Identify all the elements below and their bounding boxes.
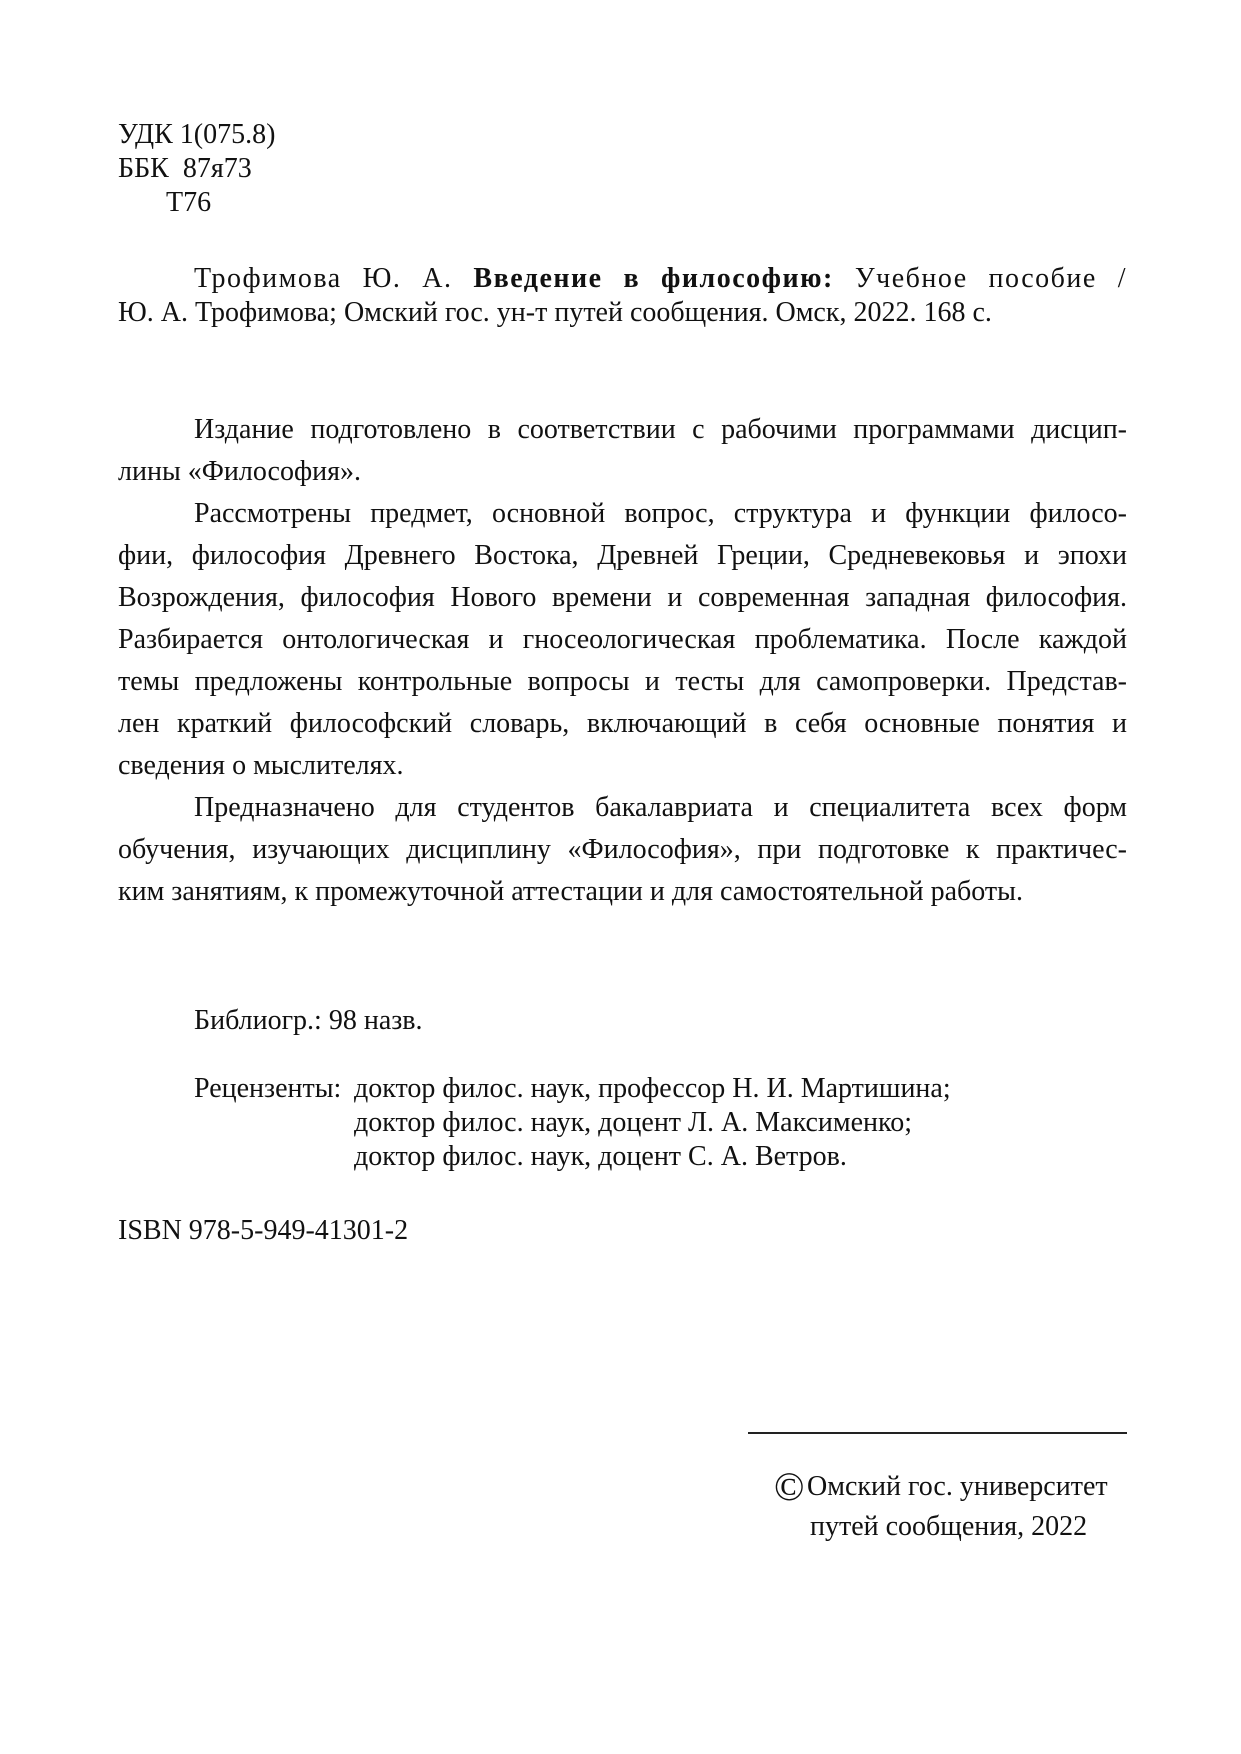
annotation-line: Рассмотрены предмет, основной вопрос, структура и функции филосо- — [194, 498, 1127, 529]
book-title: Введение в философию: — [473, 263, 834, 294]
annotation-line: лины «Философия». — [118, 456, 361, 487]
annotation-line: обучения, изучающих дисциплину «Философия», при подготовке к практичес- — [118, 834, 1127, 865]
copyright-icon: © — [774, 1464, 805, 1509]
publication-type: Учебное пособие — [854, 263, 1097, 294]
annotation-line: темы предложены контрольные вопросы и тесты для самопроверки. Представ- — [118, 666, 1127, 697]
author-mark: Т76 — [166, 187, 212, 218]
annotation-line: ким занятиям, к промежуточной аттестации и для самостоятельной работы. — [118, 876, 1023, 907]
annotation-line: лен краткий философский словарь, включающий в себя основные понятия и — [118, 708, 1127, 739]
slash: / — [1117, 263, 1128, 294]
bibliography-count: Библиогр.: 98 назв. — [194, 1005, 423, 1036]
copyright-holder-line-2: путей сообщения, 2022 — [810, 1511, 1088, 1542]
reviewer: доктор филос. наук, доцент Л. А. Максименко; — [354, 1107, 912, 1138]
isbn: ISBN 978-5-949-41301-2 — [118, 1215, 409, 1246]
annotation-line: фии, философия Древнего Востока, Древней Греции, Средневековья и эпохи — [118, 540, 1127, 571]
annotation-line: Предназначено для студентов бакалавриата и специалитета всех форм — [194, 792, 1127, 823]
reviewer: доктор филос. наук, доцент С. А. Ветров. — [354, 1141, 847, 1172]
udk-code: УДК 1(075.8) — [118, 119, 276, 150]
reviewer: доктор филос. наук, профессор Н. И. Мартишина; — [354, 1073, 951, 1104]
annotation-line: сведения о мыслителях. — [118, 750, 404, 781]
author: Трофимова Ю. А. — [194, 263, 453, 294]
annotation-line: Издание подготовлено в соответствии с рабочими программами дисцип- — [194, 414, 1127, 445]
annotation-line: Разбирается онтологическая и гносеологическая проблематика. После каждой — [118, 624, 1127, 655]
bibliographic-line-2: Ю. А. Трофимова; Омский гос. ун-т путей сообщения. Омск, 2022. 168 с. — [118, 297, 992, 328]
annotation-line: Возрождения, философия Нового времени и современная западная философия. — [118, 582, 1127, 613]
reviewers-label: Рецензенты: — [194, 1073, 342, 1104]
annotation — [0, 409, 1241, 913]
bbk-code: ББК 87я73 — [118, 153, 252, 184]
copyright-holder-line-1: Омский гос. университет — [807, 1471, 1108, 1502]
divider-line — [748, 1432, 1127, 1434]
